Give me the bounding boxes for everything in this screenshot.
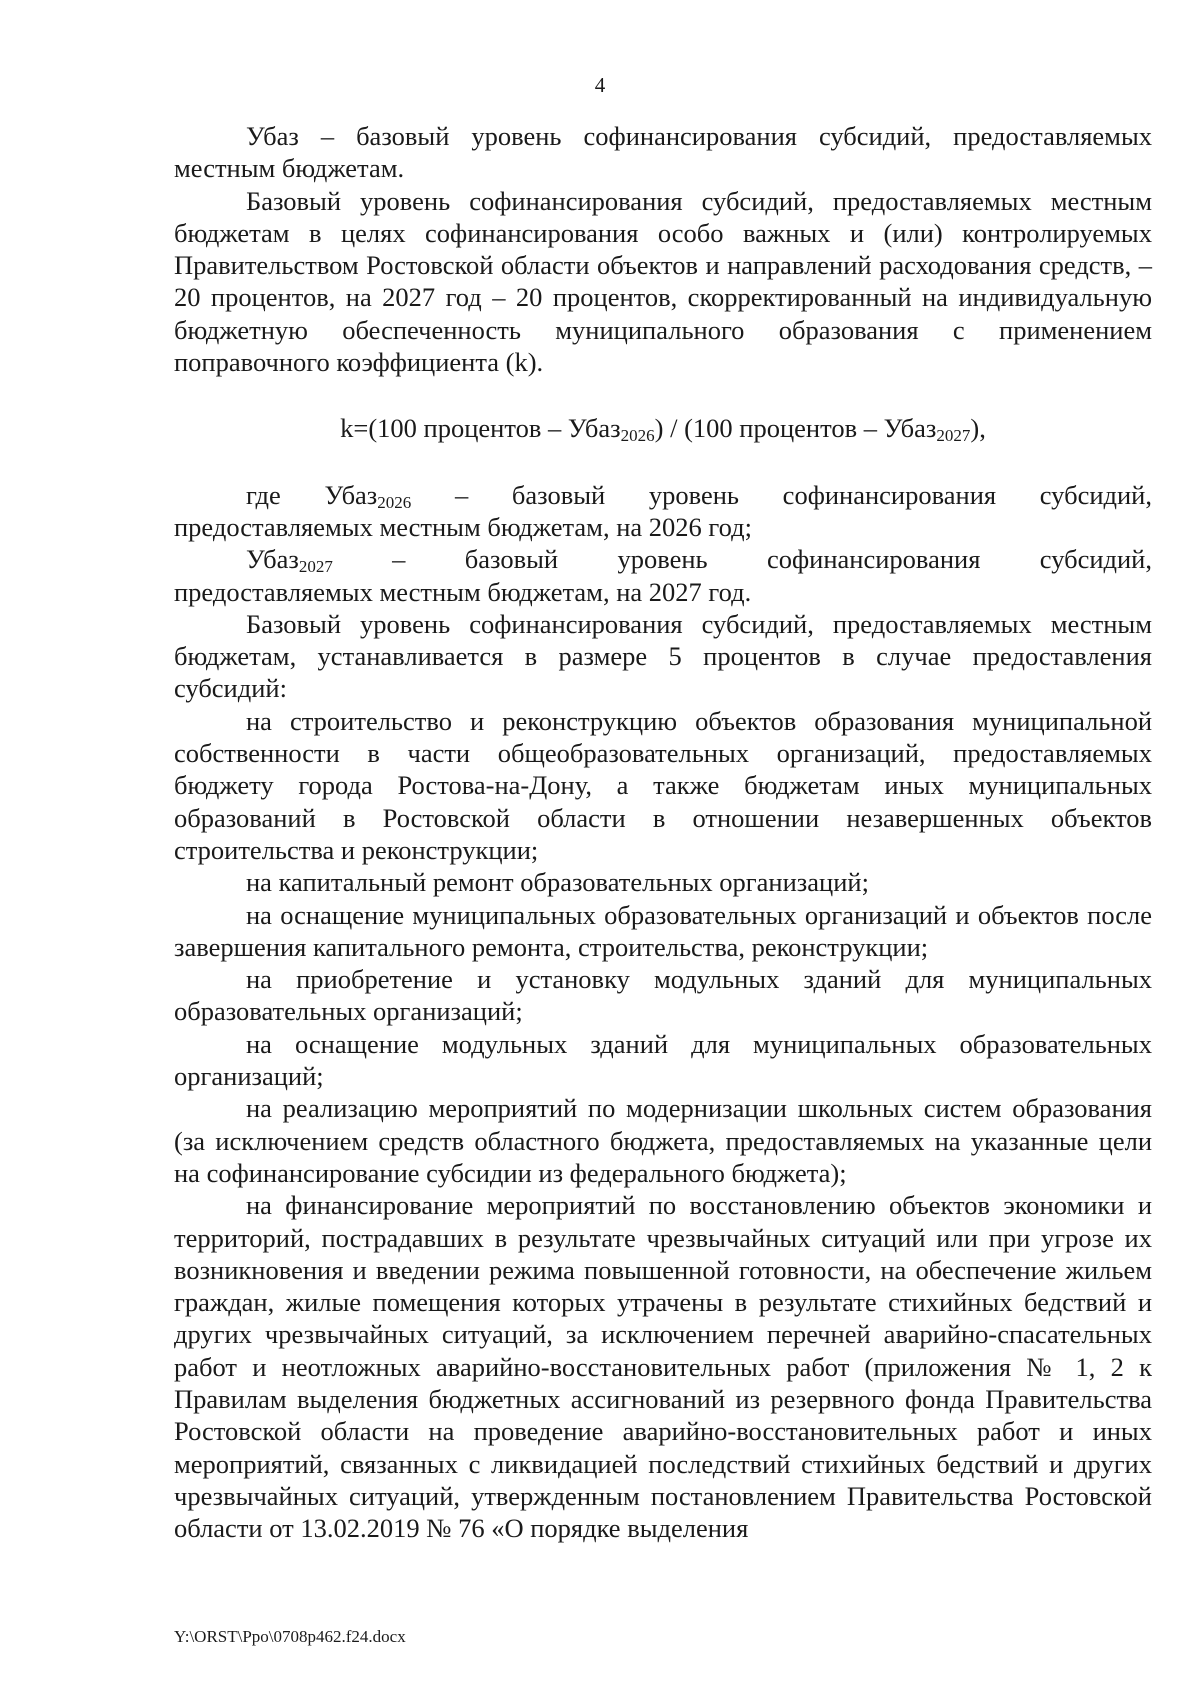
paragraph-ubaz-definition: Убаз – базовый уровень софинансирования субсидий, предоставляемых местным бюджетам. (174, 121, 1152, 184)
list-item-modular-buildings-purchase: на приобретение и установку модульных зданий для муниципальных образовательных организаций; (174, 964, 1152, 1027)
where-2027-prefix: Убаз (246, 544, 299, 575)
where-2027-subscript: 2027 (298, 557, 333, 577)
formula-part-3: ), (970, 413, 986, 444)
where-2026-rest: – базовый уровень софинансирования субсидий, (411, 479, 1152, 510)
page-number: 4 (594, 73, 606, 97)
list-item-school-modernization: на реализацию мероприятий по модернизации школьных систем образования (за исключением средств областного бюджета, предоставляемых на указанные цели на софинансирование субсидии из федерального бюджета); (174, 1093, 1152, 1188)
footer-file-path: Y:\ORST\Ppo\0708p462.f24.docx (174, 1627, 406, 1646)
paragraph-base-level-5-percent: Базовый уровень софинансирования субсидий, предоставляемых местным бюджетам, устанавливается в размере 5 процентов в случае предоставления субсидий: (174, 608, 1152, 704)
paragraph-where-2026-line-2: предоставляемых местным бюджетам, на 2026 год; (174, 511, 752, 542)
where-2026-subscript: 2026 (377, 492, 412, 512)
formula-subscript-2: 2027 (936, 426, 971, 446)
formula-part-1: k=(100 процентов – Убаз (340, 413, 621, 444)
paragraph-where-2026 (174, 479, 1152, 511)
list-item-construction: на строительство и реконструкцию объектов образования муниципальной собственности в части общеобразовательных организаций, предоставляемых бюджету города Ростова-на-Дону, а также бюджетам иных муниципальных образований в Ростовской области в отношении незавершенных объектов строительства и реконструкции; (174, 705, 1152, 865)
paragraph-where-2027 (174, 543, 1152, 575)
formula-k (174, 412, 1152, 444)
paragraph-where-2027-line-2: предоставляемых местным бюджетам, на 2027 год. (174, 576, 752, 607)
formula-subscript-1: 2026 (620, 426, 655, 446)
list-item-emergency-recovery: на финансирование мероприятий по восстановлению объектов экономики и территорий, пострадавших в результате чрезвычайных ситуаций или при угрозе их возникновения и введении режима повышенной готовности, на обеспечение жильем граждан, жилые помещения которых утрачены в результате стихийных бедствий и других чрезвычайных ситуаций, за исключением перечней аварийно-спасательных работ и неотложных аварийно-восстановительных работ (приложения № 1, 2 к Правилам выделения бюджетных ассигнований из резервного фонда Правительства Ростовской области на проведение аварийно-восстановительных работ и иных мероприятий, связанных с ликвидацией последствий стихийных бедствий и других чрезвычайных ситуаций, утвержденным постановлением Правительства Ростовской области от 13.02.2019 № 76 «О порядке выделения (174, 1190, 1152, 1544)
document-body (174, 120, 1152, 1544)
list-item-capital-repair: на капитальный ремонт образовательных организаций; (246, 867, 869, 898)
where-2027-rest: – базовый уровень софинансирования субсидий, (332, 544, 1152, 575)
list-item-modular-buildings-equipment: на оснащение модульных зданий для муниципальных образовательных организаций; (174, 1028, 1152, 1092)
paragraph-base-level-intro: Базовый уровень софинансирования субсидий, предоставляемых местным бюджетам в целях софинансирования особо важных и (или) контролируемых Правительством Ростовской области объектов и направлений расходования средств, – 20 процентов, на 2027 год – 20 процентов, скорректированный на индивидуальную бюджетную обеспеченность муниципального образования с применением поправочного коэффициента (k). (174, 185, 1152, 378)
formula-part-2: ) / (100 процентов – Убаз (654, 413, 937, 444)
where-2026-prefix: где Убаз (246, 479, 378, 510)
list-item-equipment: на оснащение муниципальных образовательных организаций и объектов после завершения капитального ремонта, строительства, реконструкции; (174, 899, 1152, 962)
